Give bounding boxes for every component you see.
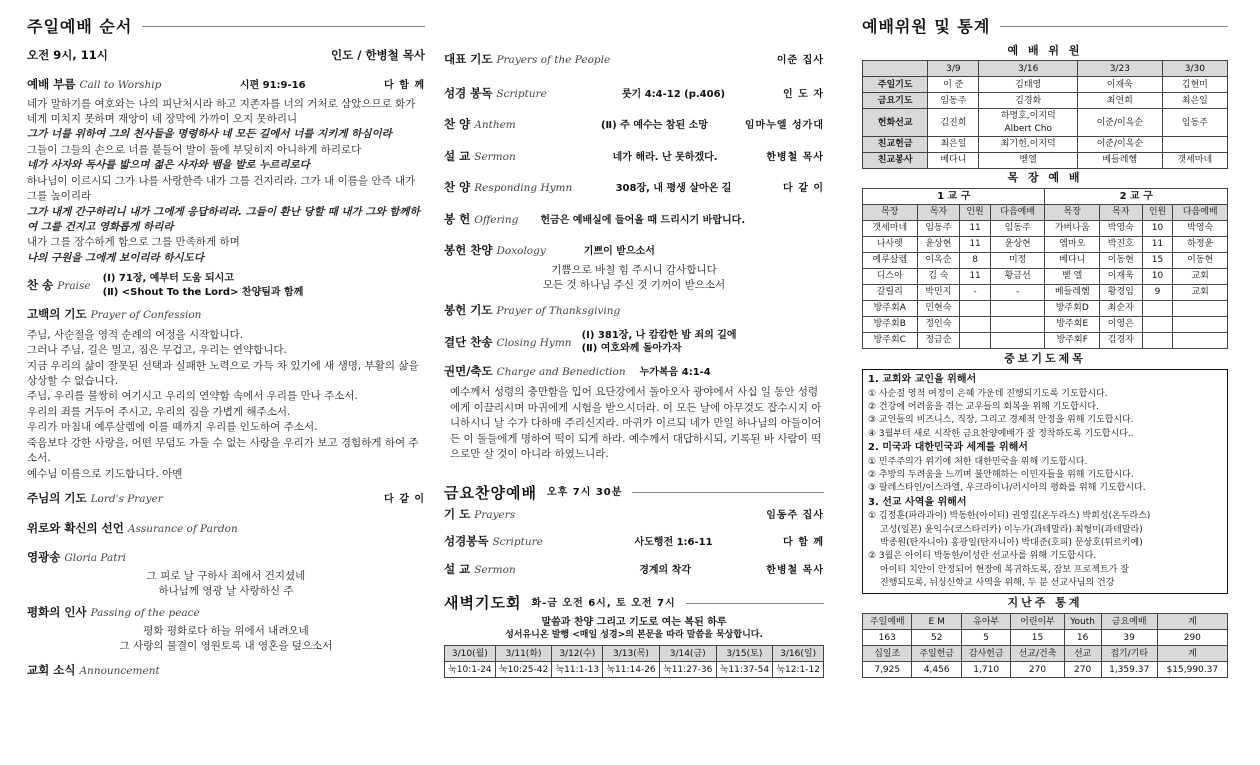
small-group-cell: - <box>960 285 991 301</box>
anthem: 찬 양 Anthem (Ⅱ) 주 예수는 참된 소망 임마누엘 성가대 <box>444 117 824 132</box>
closing-hymn-titles: (Ⅰ) 381장, 나 캄캄한 밤 죄의 길에 (Ⅱ) 여호와께 돌아가자 <box>581 329 737 355</box>
staff-name: 이재욱 <box>1078 77 1163 93</box>
staff-name: 최연희 <box>1078 93 1163 109</box>
confession-line: 그러나 주님, 길은 멀고, 짐은 무겁고, 우리는 연약합니다. <box>27 344 287 357</box>
small-group-body <box>863 221 1228 349</box>
small-group-cell: 정금순 <box>917 333 960 349</box>
peace-lyrics: 평화 평화로다 하늘 위에서 내려오네 그 사랑의 물결이 영원토록 내 영혼을 덮으소서 <box>119 624 333 653</box>
small-group-cell: 방주회D <box>1045 301 1100 317</box>
reading-line: 그들이 그들의 손으로 너를 붙들어 발이 돌에 부딪히지 아니하게 하리로다 <box>27 143 362 156</box>
divider <box>632 492 824 493</box>
prayer-item: 진행되도록, 뉘싱신학교 사역을 위해, 두 분 선교사님의 건강 <box>880 578 1115 589</box>
confession-line: 주님, 사순절을 영적 순례의 여정을 시작합니다. <box>27 328 244 341</box>
dawn-day: 3/13(목) <box>603 646 660 662</box>
small-group-cell <box>990 301 1045 317</box>
staff-caption: 예 배 위 원 <box>1007 43 1083 57</box>
small-group-cell: 이동현 <box>1173 253 1228 269</box>
confession-heading: 고백의 기도 Prayer of Confession <box>27 307 202 322</box>
small-group-cell: 나사렛 <box>863 237 918 253</box>
confession-text <box>27 328 425 482</box>
small-group-cell <box>960 317 991 333</box>
small-group-col: 목자 <box>1100 205 1143 221</box>
lords-prayer: 주님의 기도 Lord's Prayer 다 같 이 <box>27 491 425 505</box>
gloria-patri: 영광송 Gloria Patri <box>27 550 126 565</box>
small-group-cell: 벧 엘 <box>1045 269 1100 285</box>
small-group-cell: 민현숙 <box>917 301 960 317</box>
reading-line: 내가 그를 장수하게 함으로 그를 만족하게 하며 <box>27 236 240 249</box>
staff-name: 김현미 <box>1162 77 1227 93</box>
staff-name: 최은일 <box>928 136 979 152</box>
stat-header: 계 <box>1157 614 1227 630</box>
small-group-col: 인원 <box>1142 205 1173 221</box>
small-group-cell: 하정윤 <box>1173 237 1228 253</box>
prayer-item: ② 3월은 아이티 박동한/이성란 선교사를 위해 기도합시다. <box>868 551 1097 562</box>
staff-role: 친교헌금 <box>863 136 928 152</box>
prayer-item: ② 추방의 두려움을 느끼며 불안해하는 이민자들을 위해 기도합시다. <box>868 470 1134 481</box>
small-group-cell: 김 숙 <box>917 269 960 285</box>
announcement: 교회 소식 Announcement <box>27 662 160 677</box>
small-group-cell: 베다니 <box>1045 253 1100 269</box>
scripture: 성경 봉독 Scripture 룻기 4:4-12 (p.406) 인 도 자 <box>444 85 824 100</box>
prayer-item: ① 김정훈(파라과이) 박동한(아이티) 권영길(온두라스) 박희성(온두라스) <box>868 511 1151 522</box>
small-group-cell: 박진호 <box>1100 237 1143 253</box>
doxology-lyrics: 기쁨으로 바칠 힘 주시니 감사합니다 모든 것 하나님 주신 것 기꺼이 받으소서 <box>542 263 726 292</box>
district-row <box>863 188 1228 205</box>
prayer-requests <box>862 369 1228 594</box>
stat-value: 290 <box>1157 630 1227 646</box>
small-group-cell: 9 <box>1142 285 1173 301</box>
staff-name: 김태영 <box>979 77 1078 93</box>
staff-table <box>862 60 1228 168</box>
stat-value: 270 <box>1011 662 1064 678</box>
small-group-cell: 미정 <box>990 253 1045 269</box>
small-group-row <box>863 333 1228 349</box>
stat-header: 접기/기타 <box>1101 646 1157 662</box>
staff-body <box>863 77 1228 168</box>
small-group-cell <box>960 333 991 349</box>
stat-header: Youth <box>1064 614 1101 630</box>
divider <box>142 26 425 27</box>
small-group-cell: 방주회A <box>863 301 918 317</box>
small-group-cell: 예루살렘 <box>863 253 918 269</box>
staff-date: 3/23 <box>1078 61 1163 77</box>
stat-header: 주일예배 <box>863 614 912 630</box>
small-group-cell <box>1173 333 1228 349</box>
small-group-cell: 갯세마네 <box>863 221 918 237</box>
dawn-ref: 눅11:37-54 <box>716 662 773 678</box>
small-group-cell: 11 <box>1142 237 1173 253</box>
small-group-cell: 이옥순 <box>917 253 960 269</box>
attendance-values <box>863 630 1228 646</box>
staff-row <box>863 77 1228 93</box>
staff-row <box>863 109 1228 136</box>
stat-header: 금요예배 <box>1101 614 1157 630</box>
doxology: 봉헌 찬양 Doxology 기쁘이 받으소서 <box>444 243 655 258</box>
staff-name: 임동주 <box>928 93 979 109</box>
small-group-col: 목장 <box>863 205 918 221</box>
small-group-col: 다음예배 <box>990 205 1045 221</box>
worship-order-heading: 주일예배 순서 <box>27 16 425 38</box>
stat-value: 5 <box>961 630 1010 646</box>
small-group-cell: 최순자 <box>1100 301 1143 317</box>
small-group-cell <box>990 333 1045 349</box>
reading-line: 그가 내게 간구하리니 내가 그에게 응답하리라. 그들이 환난 당할 때 내가 그와 함께하여 그를 건지고 영화롭게 하리라 <box>27 205 420 233</box>
praise-hymns: (Ⅰ) 71장, 예부터 도움 되시고 (Ⅱ) <Shout To the Lord> 찬양팀과 함께 <box>102 273 304 298</box>
stat-header: E M <box>912 614 961 630</box>
small-group-cell: 11 <box>960 221 991 237</box>
stat-value: 1,359.37 <box>1101 662 1157 678</box>
small-group-cell: 15 <box>1142 253 1173 269</box>
staff-name: 베들레헴 <box>1078 152 1163 168</box>
confession-line: 죽음보다 강한 사랑을, 어떤 무덤도 가둘 수 없는 사랑을 우리가 보고 경험하게 하여 주소서. <box>27 436 419 465</box>
responsive-reading <box>27 97 425 267</box>
staff-role: 금요기도 <box>863 93 928 109</box>
reading-line: 네가 말하기를 여호와는 나의 피난처시라 하고 지존자를 너의 거처로 삼았으므로 화가 네게 미치지 못하며 재앙이 네 장막에 가까이 오지 못하리니 <box>27 97 416 126</box>
small-group-cell: 방주회E <box>1045 317 1100 333</box>
stats-caption: 지난주 통계 <box>1007 596 1083 610</box>
service-time: 오전 9시, 11시 <box>27 47 108 62</box>
friday-scripture: 성경봉독 Scripture 사도행전 1:6-11 다 함 께 <box>444 534 824 549</box>
small-group-cell: 교회 <box>1173 269 1228 285</box>
responding-hymn: 찬 양 Responding Hymn 308장, 내 평생 살아온 길 다 같 이 <box>444 180 824 195</box>
prayer-topic: 1. 교회와 교인을 위해서 <box>868 373 977 385</box>
small-group-caption: 목 장 예 배 <box>1007 170 1083 184</box>
small-group-cell: 방주회C <box>863 333 918 349</box>
attendance-header <box>863 614 1228 630</box>
friday-sermon: 설 교 Sermon 경계의 착각 한병철 목사 <box>444 561 824 576</box>
staff-row <box>863 136 1228 152</box>
small-group-row <box>863 221 1228 237</box>
stat-value: 1,710 <box>961 662 1010 678</box>
small-group-row <box>863 301 1228 317</box>
prayer-item: ③ 팔레스타인/이스라엘, 우크라이나/러시아의 평화를 위해 기도합시다. <box>868 483 1146 494</box>
small-group-cell: 10 <box>1142 269 1173 285</box>
stat-header: 십일조 <box>863 646 912 662</box>
staff-name: 최기헌,이지덕 <box>979 136 1078 152</box>
small-group-cell: - <box>990 285 1045 301</box>
call-to-worship-text <box>27 97 425 267</box>
prayer-item: ④ 3월부터 새로 시작한 금요찬양예배가 잘 정착하도록 기도합시다.. <box>868 428 1134 439</box>
small-group-cell: 가버나움 <box>1045 221 1100 237</box>
small-group-cell <box>1142 317 1173 333</box>
small-group-cell: 윤상현 <box>990 237 1045 253</box>
small-group-cell: 이재욱 <box>1100 269 1143 285</box>
stat-value: 163 <box>863 630 912 646</box>
benediction-text: 예수께서 성령의 충만함을 입어 요단강에서 돌아오사 광야에서 사십 일 동안 성령에게 이끌리시며 마귀에게 시험을 받으시더라. 이 모든 날에 아무것도 잡수시지 아니하시니 날 수가 다하매 주리신지라. 마귀가 이르되 네가 만일 하나님의 아들이어든 이 돌들에게 명하여 떡이 되게 하라. 예수께서 대답하시되, 기록된 바 사람이 떡으로만 살 것이 아니라 하였느니라. <box>450 386 822 461</box>
small-group-cell: 베들레헴 <box>1045 285 1100 301</box>
dawn-refs-row <box>445 662 824 678</box>
district-2: 2 교 구 <box>1045 188 1228 205</box>
small-group-cell: 김경자 <box>1100 333 1143 349</box>
gloria-lyrics: 그 피로 날 구하사 죄에서 건지셨네 하나님께 영광 날 사랑하신 주 <box>146 569 306 597</box>
assurance-of-pardon: 위로와 확신의 선언 Assurance of Pardon <box>27 520 238 535</box>
dawn-day: 3/12(수) <box>552 646 603 662</box>
small-group-cell: 황경임 <box>1100 285 1143 301</box>
small-group-cell: 이동현 <box>1100 253 1143 269</box>
stat-header: 계 <box>1157 646 1227 662</box>
dawn-day: 3/14(금) <box>659 646 716 662</box>
order-of-worship-continued <box>444 52 824 678</box>
closing-hymn: 결단 찬송 Closing Hymn (Ⅰ) 381장, 나 캄캄한 밤 죄의 길에 (Ⅱ) 여호와께 돌아가자 <box>444 329 737 355</box>
small-group-cell: 갈릴리 <box>863 285 918 301</box>
small-group-cell: 엠마오 <box>1045 237 1100 253</box>
staff-name: 베다니 <box>928 152 979 168</box>
confession-line: 우리가 마침내 예루살렘에 이를 때까지 우리를 인도하여 주소서. <box>27 421 318 434</box>
small-group-cell: 이영은 <box>1100 317 1143 333</box>
dawn-ref: 눅11:27-36 <box>659 662 716 678</box>
offering-values <box>863 662 1228 678</box>
district-1: 1 교 구 <box>863 188 1045 205</box>
reading-line: 나의 구원을 그에게 보이리라 하시도다 <box>27 251 204 264</box>
small-group-cell: 11 <box>960 269 991 285</box>
dawn-subtitle: 말씀과 찬양 그리고 기도로 여는 복된 하루 <box>541 616 727 628</box>
staff-name: 김경화 <box>979 93 1078 109</box>
prayers-of-people: 대표 기도 Prayers of the People 이준 집사 <box>444 52 824 66</box>
dawn-prayer-heading: 새벽기도회 화-금 오전 6시, 토 오전 7시 <box>444 593 824 613</box>
staff-role: 헌화선교 <box>863 109 928 136</box>
small-group-cell: 임동주 <box>990 221 1045 237</box>
service-time-row <box>27 48 425 64</box>
sermon: 설 교 Sermon 네가 해라. 난 못하겠다. 한병철 목사 <box>444 148 824 163</box>
reading-line: 네가 사자와 독사를 밟으며 젊은 사자와 뱀을 발로 누르리로다 <box>27 159 310 172</box>
dawn-ref: 눅11:14-26 <box>603 662 660 678</box>
small-group-cell <box>1173 317 1228 333</box>
divider <box>1000 26 1228 27</box>
dawn-ref: 눅10:1-24 <box>445 662 496 678</box>
stat-header: 선교/건축 <box>1011 646 1064 662</box>
stat-header: 감사헌금 <box>961 646 1010 662</box>
prayer-item: 아이티 치안이 안정되어 현장에 복귀하도록, 잠보 프로젝트가 잘 <box>880 564 1129 575</box>
staff-name: 이준/이옥순 <box>1078 109 1163 136</box>
small-group-cell: 황금선 <box>990 269 1045 285</box>
small-group-cell <box>1142 301 1173 317</box>
confession-line: 주님, 우리를 불쌍히 여기시고 우리의 연약함 속에서 우리를 만나 주소서. <box>27 390 358 403</box>
dawn-day: 3/16(일) <box>773 646 824 662</box>
confession-line: 예수님 이름으로 기도합니다. 아멘 <box>27 467 183 480</box>
stat-header: 유아부 <box>961 614 1010 630</box>
stat-value: 7,925 <box>863 662 912 678</box>
staff-name: 김진희 <box>928 109 979 136</box>
staff-and-statistics <box>862 16 1228 678</box>
small-group-cell <box>1142 333 1173 349</box>
confession-line: 우리의 죄를 거두어 주시고, 우리의 짐을 가볍게 해주소서. <box>27 405 291 418</box>
dawn-description: 성서유니온 발행 <매일 성경>의 본문을 따라 말씀을 묵상합니다. <box>505 630 763 641</box>
small-group-row <box>863 317 1228 333</box>
staff-date: 3/9 <box>928 61 979 77</box>
prayer-item: 박종원(탄자니아) 홍광일(탄자니아) 박대준(호피) 문상호(튀르키예) <box>880 538 1143 549</box>
friday-prayer: 기 도 Prayers 임동주 집사 <box>444 506 824 521</box>
order-of-worship <box>27 16 425 678</box>
stat-value: 270 <box>1064 662 1101 678</box>
small-group-cell: 윤상현 <box>917 237 960 253</box>
dawn-ref: 눅10:25-42 <box>495 662 552 678</box>
prayer-item: 고성(일본) 윤익수(코스타리카) 이누가(과테말라) 최형미(과테말라) <box>880 524 1143 535</box>
leader: 인도 / 한병철 목사 <box>331 47 425 62</box>
small-group-cell <box>990 317 1045 333</box>
divider <box>686 603 824 604</box>
small-group-cell: 11 <box>960 237 991 253</box>
prayer-topic: 2. 미국과 대한민국과 세계를 위해서 <box>868 441 1028 453</box>
stat-value: 16 <box>1064 630 1101 646</box>
small-group-cell: 10 <box>1142 221 1173 237</box>
small-group-col: 인원 <box>960 205 991 221</box>
staff-corner <box>863 61 928 77</box>
small-group-row <box>863 237 1228 253</box>
small-group-row <box>863 269 1228 285</box>
offering: 봉 헌 Offering 헌금은 예배실에 들어올 때 드리시기 바랍니다. <box>444 211 746 226</box>
staff-name <box>1162 136 1227 152</box>
staff-name: 이준/이옥순 <box>1078 136 1163 152</box>
staff-header-row <box>863 61 1228 77</box>
staff-name: 벧엘 <box>979 152 1078 168</box>
small-group-cell <box>960 301 991 317</box>
small-group-col: 목장 <box>1045 205 1100 221</box>
small-group-col: 목자 <box>917 205 960 221</box>
staff-role: 친교봉사 <box>863 152 928 168</box>
praise-item: 찬 송 Praise (Ⅰ) 71장, 예부터 도움 되시고 (Ⅱ) <Shout To the Lord> 찬양팀과 함께 <box>27 273 304 298</box>
small-group-cell: 박민지 <box>917 285 960 301</box>
passing-of-peace: 평화의 인사 Passing of the peace <box>27 605 200 620</box>
small-group-row <box>863 285 1228 301</box>
small-group-cell: 8 <box>960 253 991 269</box>
staff-name: 최은일 <box>1162 93 1227 109</box>
friday-worship-heading: 금요찬양예배 오후 7시 30분 <box>444 483 824 503</box>
staff-name: 임동주 <box>1162 109 1227 136</box>
prayer-item: ② 건강에 어려움을 겪는 교우들의 회복을 위해 기도합시다. <box>868 402 1099 413</box>
small-group-cell: 방주회B <box>863 317 918 333</box>
small-group-cell: 교회 <box>1173 285 1228 301</box>
stat-value: 4,456 <box>912 662 961 678</box>
stat-header: 선교 <box>1064 646 1101 662</box>
stat-value: 39 <box>1101 630 1157 646</box>
confession-line: 지금 우리의 삶이 잘못된 선택과 실패한 노력으로 가득 차 있기에 새 생명, 부활의 삶을 상상할 수 없습니다. <box>27 359 419 388</box>
staff-heading: 예배위원 및 통계 <box>862 16 1228 38</box>
reading-line: 그가 너를 위하여 그의 천사들을 명령하사 네 모든 길에서 너를 지키게 하심이라 <box>27 128 392 141</box>
dawn-ref: 눅11:1-13 <box>552 662 603 678</box>
charge-and-benediction: 권면/축도 Charge and Benediction 누가복음 4:1-4 <box>444 363 711 378</box>
prayer-item: ③ 교인들의 비즈니스, 직장, 그리고 경제적 안정을 위해 기도합시다. <box>868 415 1134 426</box>
dawn-day: 3/15(토) <box>716 646 773 662</box>
small-group-cell <box>1173 301 1228 317</box>
call-to-worship: 예배 부름 Call to Worship 시편 91:9-16 다 함 께 <box>27 77 425 92</box>
dawn-ref: 눅12:1-12 <box>773 662 824 678</box>
small-group-cell: 박영숙 <box>1173 221 1228 237</box>
stat-value: 52 <box>912 630 961 646</box>
staff-date: 3/16 <box>979 61 1078 77</box>
stat-header: 어린이부 <box>1011 614 1064 630</box>
prayer-of-thanksgiving: 봉헌 기도 Prayer of Thanksgiving <box>444 303 621 318</box>
dawn-days-row <box>445 646 824 662</box>
stats-table <box>862 613 1228 678</box>
stat-header: 주일헌금 <box>912 646 961 662</box>
small-group-header-row <box>863 205 1228 221</box>
prayer-item: ① 민주주의가 위기에 처한 대한민국을 위해 기도합시다. <box>868 456 1088 467</box>
dawn-reading-table <box>444 645 824 678</box>
small-group-cell: 임동주 <box>917 221 960 237</box>
stat-value: $15,990.37 <box>1157 662 1227 678</box>
small-group-table <box>862 188 1228 350</box>
stat-value: 15 <box>1011 630 1064 646</box>
small-group-cell: 디스아 <box>863 269 918 285</box>
dawn-day: 3/10(월) <box>445 646 496 662</box>
staff-role: 주일기도 <box>863 77 928 93</box>
small-group-row <box>863 253 1228 269</box>
staff-name: 갯세마네 <box>1162 152 1227 168</box>
small-group-col: 다음예배 <box>1173 205 1228 221</box>
reading-line: 하나님이 이르시되 그가 나를 사랑한즉 내가 그를 건지리라. 그가 내 이름을 안즉 내가 그를 높이리라 <box>27 174 416 203</box>
staff-date: 3/30 <box>1162 61 1227 77</box>
prayer-requests-caption: 중보기도제목 <box>1004 352 1086 366</box>
small-group-cell: 방주회F <box>1045 333 1100 349</box>
staff-row <box>863 93 1228 109</box>
prayer-topic: 3. 선교 사역을 위해서 <box>868 496 967 508</box>
staff-name: 하명호,이지덕 Albert Cho <box>979 109 1078 136</box>
prayer-item: ① 사순절 영적 여정이 은혜 가운데 진행되기도록 기도합시다. <box>868 388 1108 399</box>
offering-header <box>863 646 1228 662</box>
dawn-day: 3/11(화) <box>495 646 552 662</box>
staff-name: 이 준 <box>928 77 979 93</box>
small-group-cell: 박영숙 <box>1100 221 1143 237</box>
staff-row <box>863 152 1228 168</box>
small-group-cell: 정인숙 <box>917 317 960 333</box>
